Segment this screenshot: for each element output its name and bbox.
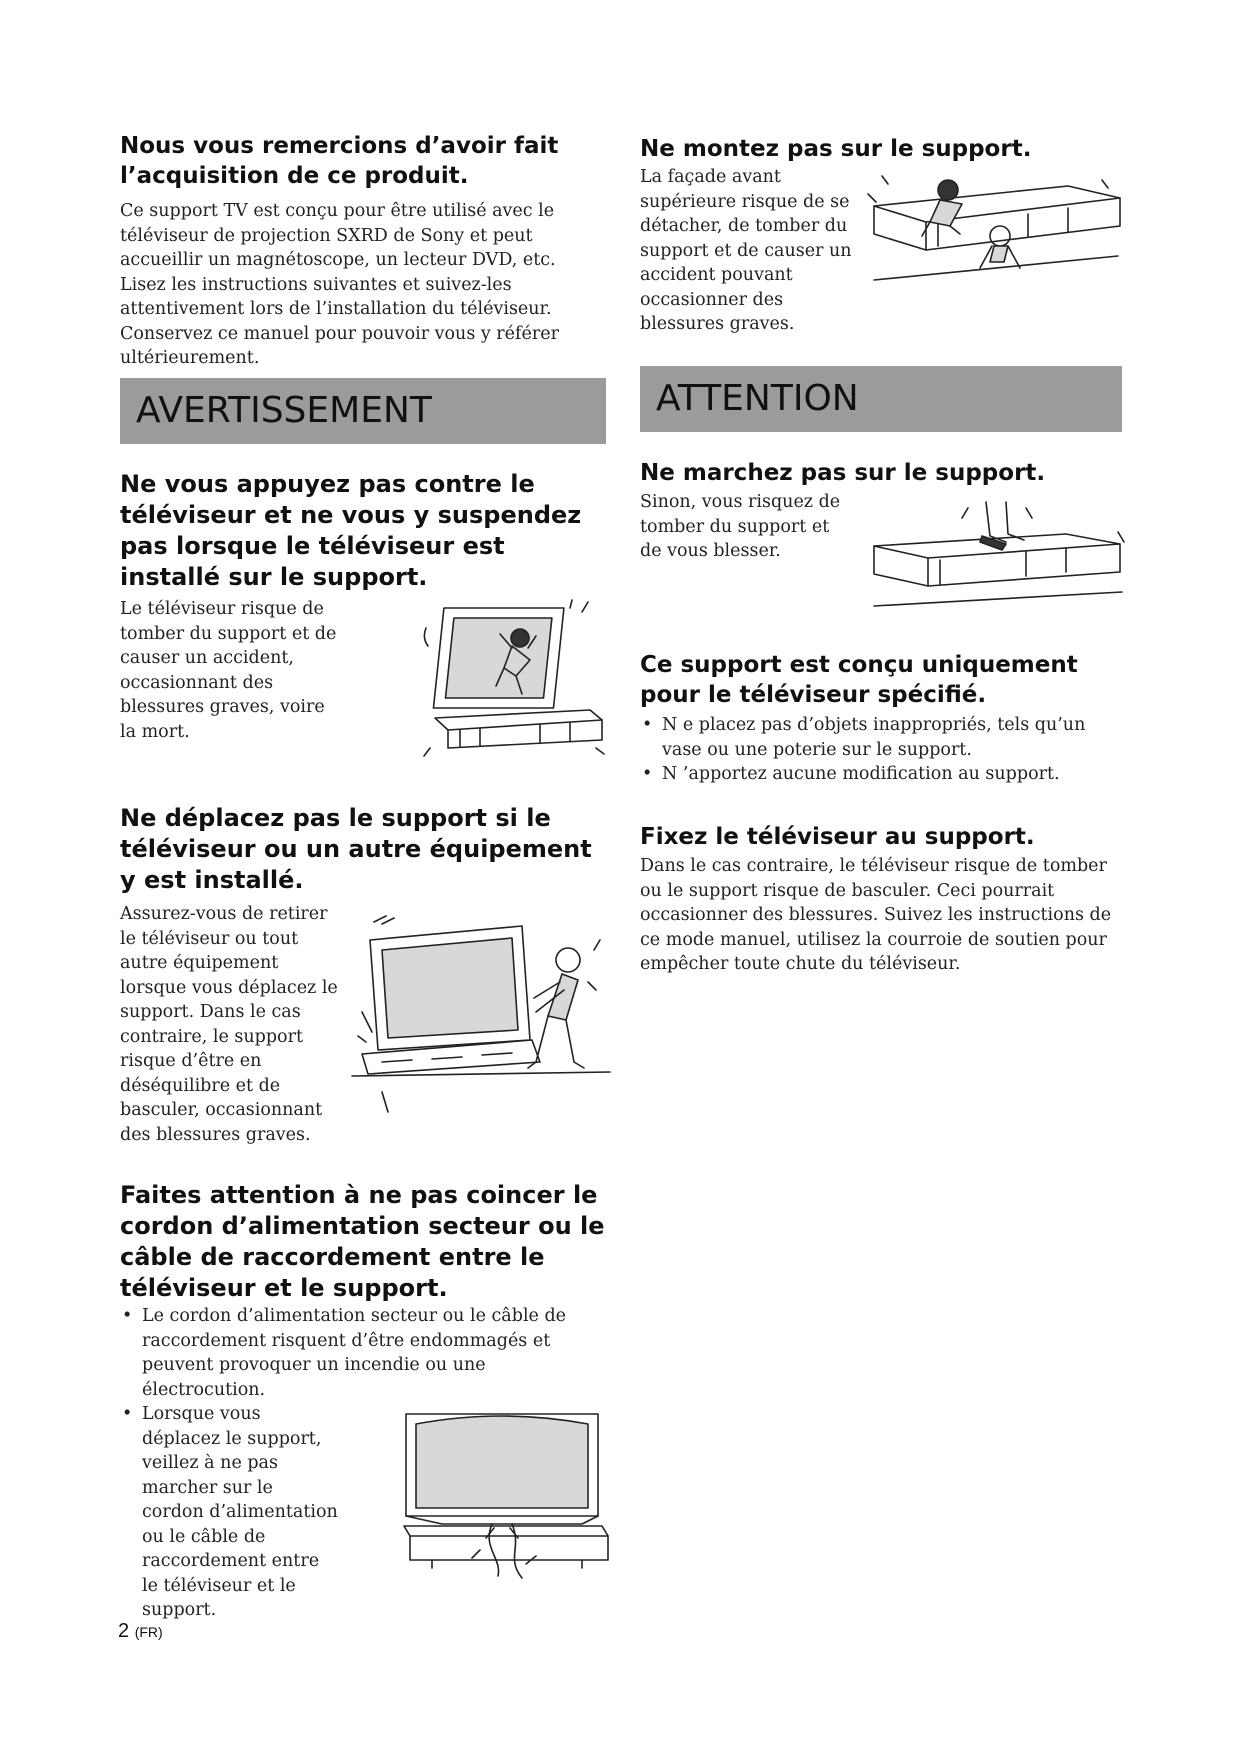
move-warning-heading: Ne déplacez pas le support si le téléviseur ou un autre équipement y est installé. [120, 804, 592, 894]
climb-warning-heading: Ne montez pas sur le support. [640, 136, 1032, 162]
tv-hanging-illustration [420, 598, 610, 760]
warning-banner: AVERTISSEMENT [120, 378, 606, 444]
walk-warning-heading: Ne marchez pas sur le support. [640, 460, 1046, 486]
cable-warning-list [120, 1304, 570, 1402]
page-language: (FR) [134, 1624, 163, 1640]
intro-text: Ce support TV est conçu pour être utilisé avec le téléviseur de projection SXRD de Sony et peut accueillir un magnétoscope, un lecteur DVD, etc. Lisez les instructions suivantes et suivez-les attentivement lors de l’installation du téléviseur. Conservez ce manuel pour pouvoir vous y référer ultérieurement. [120, 201, 559, 368]
page-number-value: 2 [118, 1620, 130, 1642]
lean-warning-text: Le téléviseur risque de tomber du support et de causer un accident, occasionnant des blessures graves, voire la mort. [120, 599, 337, 742]
secure-tv-text: Dans le cas contraire, le téléviseur risque de tomber ou le support risque de basculer. Ceci pourrait occasionner des blessures. Suivez les instructions de ce mode manuel, utilisez la courroie de soutien pour empêcher toute chute du téléviseur. [640, 856, 1112, 974]
cable-warning-list-2 [120, 1402, 338, 1623]
walk-warning-text: Sinon, vous risquez de tomber du support et de vous blesser. [640, 492, 841, 561]
compatibility-list [640, 713, 1126, 787]
caution-banner: ATTENTION [640, 366, 1122, 432]
walking-on-stand-illustration [866, 502, 1128, 622]
page-number [118, 1620, 163, 1643]
intro-heading: Nous vous remercions d’avoir fait l’acquisition de ce produit. [120, 133, 559, 189]
cable-pinch-illustration [402, 1408, 608, 1580]
climb-warning-text: La façade avant supérieure risque de se détacher, de tomber du support et de causer un accident pouvant occasionner des blessures graves. [640, 167, 852, 334]
moving-stand-illustration [352, 912, 610, 1117]
cable-bullet-damage: • Le cordon d’alimentation secteur ou le câble de raccordement risquent d’être endommagés et peuvent provoquer un incendie ou une électrocution. [120, 1304, 570, 1402]
secure-tv-heading: Fixez le téléviseur au support. [640, 824, 1035, 850]
cable-warning-heading: Faites attention à ne pas coincer le cordon d’alimentation secteur ou le câble de raccordement entre le téléviseur et le support. [120, 1181, 605, 1302]
cable-bullet-step: • Lorsque vous déplacez le support, veillez à ne pas marcher sur le cordon d’alimentation ou le câble de raccordement entre le téléviseur et le support. [120, 1402, 338, 1623]
move-warning-text: Assurez-vous de retirer le téléviseur ou tout autre équipement lorsque vous déplacez le support. Dans le cas contraire, le support risque d’être en déséquilibre et de basculer, occasionnant des blessures graves. [120, 904, 338, 1145]
climbing-children-illustration [868, 176, 1126, 290]
compatibility-bullet-modify: • N ’apportez aucune modification au support. [640, 762, 1126, 787]
lean-warning-heading: Ne vous appuyez pas contre le téléviseur et ne vous y suspendez pas lorsque le téléviseur est installé sur le support. [120, 470, 582, 591]
compatibility-heading: Ce support est conçu uniquement pour le téléviseur spécifié. [640, 652, 1078, 708]
compatibility-bullet-objects: • N e placez pas d’objets inappropriés, tels qu’un vase ou une poterie sur le support. [640, 713, 1126, 762]
